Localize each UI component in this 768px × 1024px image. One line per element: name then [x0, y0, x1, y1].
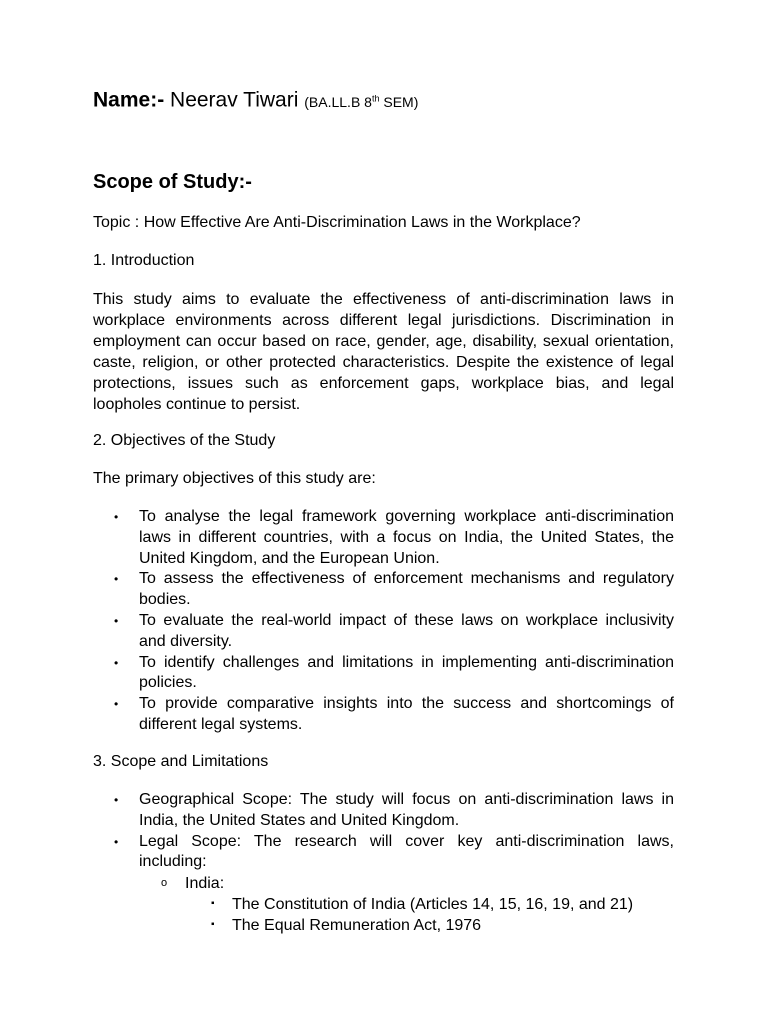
scope-limitations-heading: 3. Scope and Limitations: [93, 753, 269, 770]
document-page: Name:- Neerav Tiwari (BA.LL.B 8th SEM) Scope of Study:- Topic : How Effective Are Anti-Discrimination Laws in the Workplace? 1. Introduction This study aims to evaluate the effectiveness of anti-discrimination laws in workplace environments across different legal jurisdictions. Discrimination in employment can occur based on race, gender, age, disability, sexual orientation, caste, religion, or other protected characteristics. Despite the existence of legal protections, issues such as enforcement gaps, workplace bias, and legal loopholes continue to persist. 2. Objectives of the Study The primary objectives of this study are: • To analyse the legal framework governing workplace anti-discrimination laws in different countries, with a focus on India, the United States, the United Kingdom, and the European Union. • To assess the effectiveness of enforcement mechanisms and regulatory bodies. • To evaluate the real-world impact of these laws on workplace inclusivity and diversity. • To identify challenges and limitations in implementing anti-discrimination policies. • To provide comparative insights into the success and shortcomings of different legal systems. 3. Scope and Limitations • Geographical Scope: The study will focus on anti-discrimination laws in India, the United States and United Kingdom. • Legal Scope: The research will cover key anti-discrimination laws, including: o India: ▪ The Constitution of India (Articles 14, 15, 16, 19, and 21) ▪ The Equal Remuneration Act, 1976: [93, 88, 674, 934]
topic-line: Topic : How Effective Are Anti-Discrimination Laws in the Workplace?: [93, 214, 581, 231]
introduction-heading: 1. Introduction: [93, 252, 195, 269]
bullet-icon: •: [114, 793, 119, 807]
list-item: • To identify challenges and limitations in implementing anti-discrimination policies.: [114, 653, 674, 692]
square-bullet-icon: ▪: [211, 898, 215, 909]
list-item: • To analyse the legal framework governing workplace anti-discrimination laws in different countries, with a focus on India, the United States, the United Kingdom, and the European Union.: [114, 508, 674, 567]
objectives-lead: The primary objectives of this study are:: [93, 470, 376, 487]
name-line: [93, 88, 418, 112]
objectives-list: [93, 507, 674, 736]
bullet-icon: •: [114, 510, 119, 524]
objectives-heading: 2. Objectives of the Study: [93, 432, 276, 449]
course-info: (BA.LL.B 8th SEM): [304, 93, 419, 110]
bullet-icon: •: [114, 655, 119, 670]
bullet-icon: •: [114, 613, 119, 628]
introduction-paragraph: This study aims to evaluate the effectiveness of anti-discrimination laws in workplace environments across different legal jurisdictions. Discrimination in employment can occur based on race, gender, age, disability, sexual orientation, caste, religion, or other protected characteristics. Despite the existence of legal protections, issues such as enforcement gaps, workplace bias, and legal loopholes continue to persist.: [93, 291, 674, 413]
list-item: • To provide comparative insights into the success and shortcomings of different legal systems.: [114, 695, 674, 733]
list-item: • Legal Scope: The research will cover key anti-discrimination laws, including:: [114, 832, 674, 871]
student-name: Neerav Tiwari: [170, 88, 299, 112]
scope-list: [93, 790, 674, 873]
list-item: • To evaluate the real-world impact of these laws on workplace inclusivity and diversity.: [114, 611, 674, 650]
bullet-icon: •: [114, 572, 119, 587]
bullet-icon: •: [114, 697, 119, 712]
square-bullet-icon: ▪: [211, 919, 215, 930]
circle-bullet-icon: o: [161, 877, 168, 889]
bullet-icon: •: [114, 834, 119, 849]
list-item: • To assess the effectiveness of enforcement mechanisms and regulatory bodies.: [114, 570, 674, 609]
scope-heading: Scope of Study:-: [93, 171, 252, 193]
list-item: • Geographical Scope: The study will focus on anti-discrimination laws in India, the United States and United Kingdom.: [114, 791, 674, 829]
name-label: Name:-: [93, 88, 165, 112]
